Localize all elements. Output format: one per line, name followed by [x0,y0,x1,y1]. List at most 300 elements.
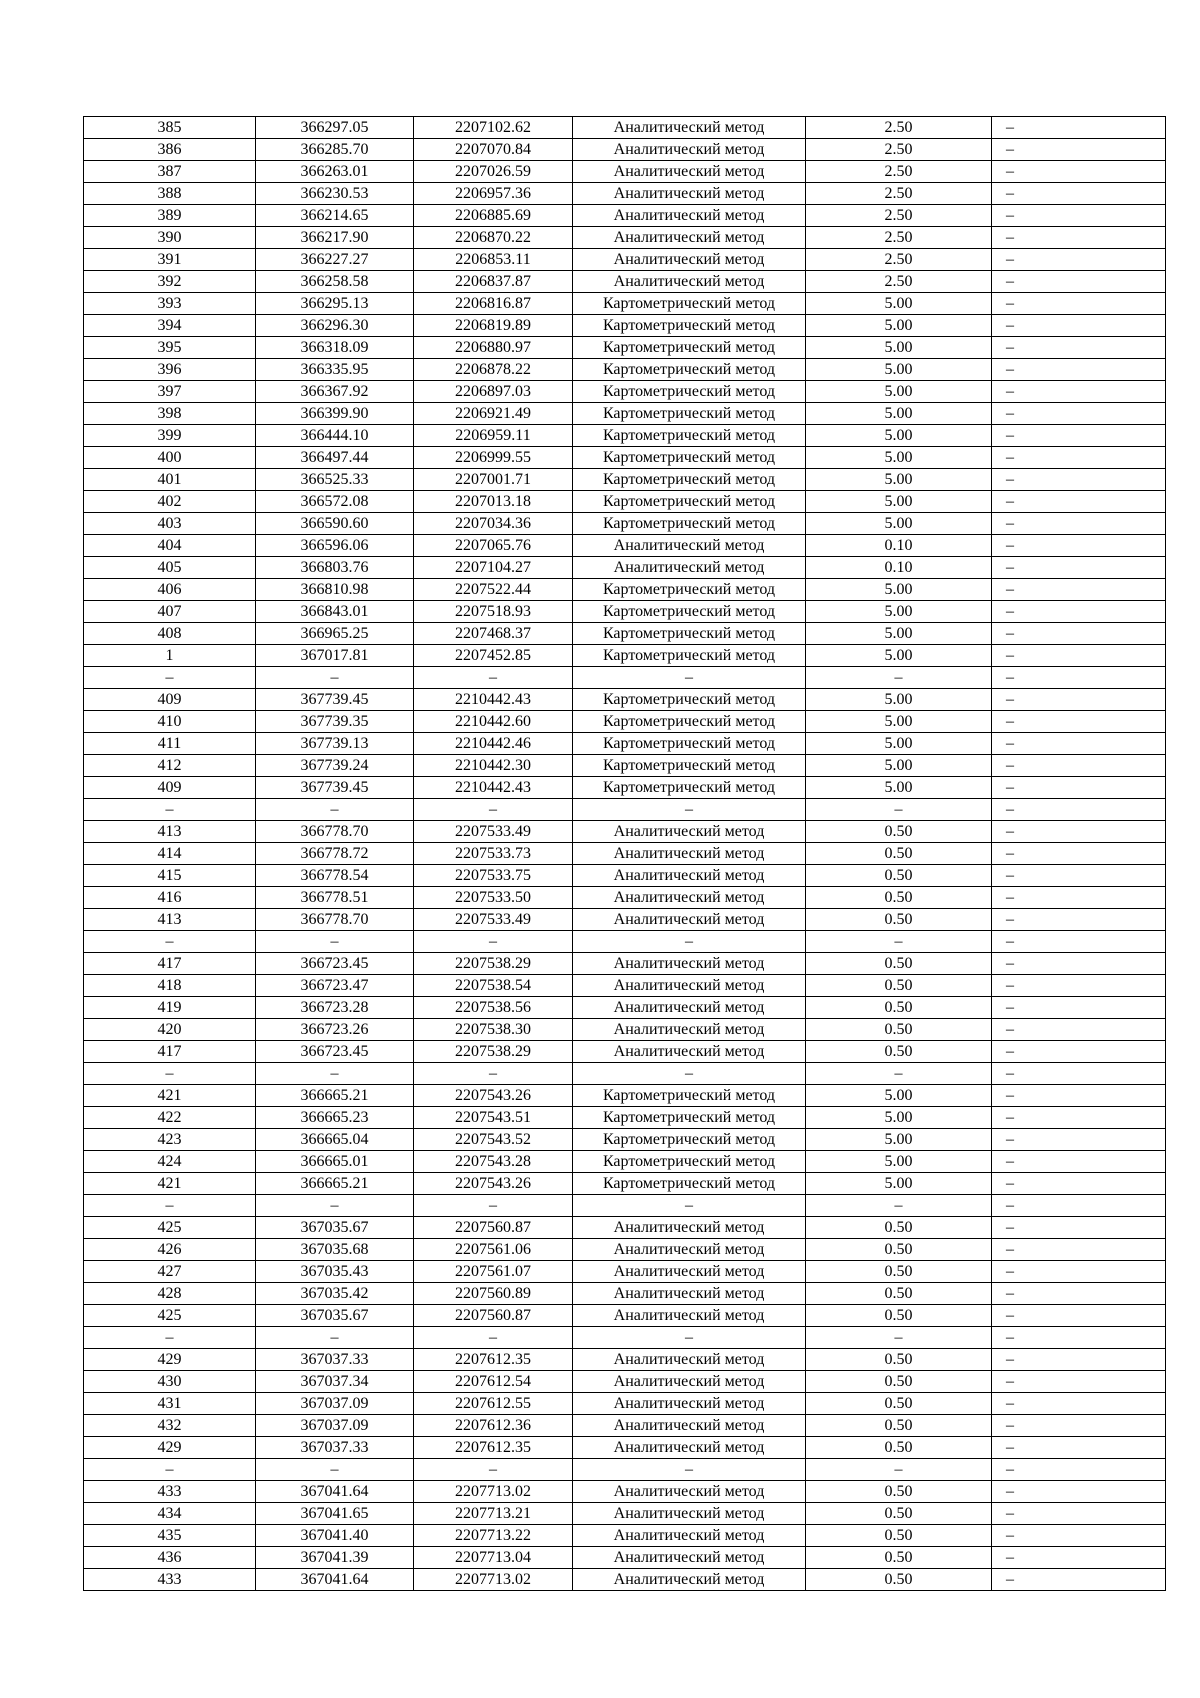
table-row [84,953,1166,975]
x-coordinate-cell: 367035.42 [256,1283,414,1305]
y-coordinate-cell: 2206999.55 [414,447,573,469]
note-cell: – [992,997,1166,1019]
point-number-cell: 424 [84,1151,256,1173]
table-row [84,205,1166,227]
point-number-cell: – [84,799,256,821]
coordinates-table [83,116,1166,1591]
y-coordinate-cell: 2207468.37 [414,623,573,645]
note-cell: – [992,865,1166,887]
y-coordinate-cell: 2207538.54 [414,975,573,997]
point-number-cell: 402 [84,491,256,513]
method-cell: Аналитический метод [573,249,806,271]
accuracy-cell: – [806,667,992,689]
method-cell: – [573,1063,806,1085]
method-cell: Аналитический метод [573,535,806,557]
point-number-cell: 434 [84,1503,256,1525]
y-coordinate-cell: 2210442.43 [414,689,573,711]
point-number-cell: 389 [84,205,256,227]
note-cell: – [992,1261,1166,1283]
method-cell: Аналитический метод [573,975,806,997]
point-number-cell: 406 [84,579,256,601]
method-cell: Аналитический метод [573,1547,806,1569]
x-coordinate-cell: 367035.67 [256,1305,414,1327]
table-row [84,931,1166,953]
accuracy-cell: 5.00 [806,293,992,315]
x-coordinate-cell: 366723.28 [256,997,414,1019]
method-cell: Аналитический метод [573,1393,806,1415]
method-cell: Картометрический метод [573,623,806,645]
x-coordinate-cell: 366525.33 [256,469,414,491]
method-cell: Аналитический метод [573,1239,806,1261]
accuracy-cell: 5.00 [806,601,992,623]
table-row [84,1085,1166,1107]
x-coordinate-cell: 367041.39 [256,1547,414,1569]
point-number-cell: 416 [84,887,256,909]
y-coordinate-cell: 2207560.87 [414,1217,573,1239]
table-row [84,535,1166,557]
note-cell: – [992,1085,1166,1107]
method-cell: Аналитический метод [573,865,806,887]
table-row [84,689,1166,711]
method-cell: Картометрический метод [573,447,806,469]
accuracy-cell: 0.50 [806,1481,992,1503]
accuracy-cell: 0.50 [806,1393,992,1415]
accuracy-cell: 2.50 [806,117,992,139]
table-row [84,821,1166,843]
x-coordinate-cell: – [256,1063,414,1085]
y-coordinate-cell: 2207522.44 [414,579,573,601]
point-number-cell: 405 [84,557,256,579]
accuracy-cell: 5.00 [806,1151,992,1173]
accuracy-cell: 5.00 [806,579,992,601]
point-number-cell: – [84,1195,256,1217]
table-row [84,1481,1166,1503]
table-row [84,1569,1166,1591]
accuracy-cell: 5.00 [806,777,992,799]
accuracy-cell: 0.50 [806,1041,992,1063]
note-cell: – [992,1569,1166,1591]
y-coordinate-cell: 2207561.07 [414,1261,573,1283]
method-cell: Картометрический метод [573,293,806,315]
x-coordinate-cell: 366665.01 [256,1151,414,1173]
y-coordinate-cell: 2207533.75 [414,865,573,887]
table-row [84,1349,1166,1371]
x-coordinate-cell: 367037.33 [256,1349,414,1371]
accuracy-cell: – [806,1195,992,1217]
note-cell: – [992,1327,1166,1349]
point-number-cell: 411 [84,733,256,755]
x-coordinate-cell: 366285.70 [256,139,414,161]
note-cell: – [992,645,1166,667]
y-coordinate-cell: – [414,799,573,821]
table-row [84,1503,1166,1525]
y-coordinate-cell: 2207065.76 [414,535,573,557]
x-coordinate-cell: 366723.47 [256,975,414,997]
x-coordinate-cell: 367739.13 [256,733,414,755]
table-row [84,513,1166,535]
table-row [84,359,1166,381]
method-cell: Картометрический метод [573,381,806,403]
method-cell: Аналитический метод [573,205,806,227]
note-cell: – [992,1173,1166,1195]
table-row [84,139,1166,161]
point-number-cell: 412 [84,755,256,777]
point-number-cell: 394 [84,315,256,337]
table-row [84,997,1166,1019]
y-coordinate-cell: 2210442.60 [414,711,573,733]
y-coordinate-cell: 2206921.49 [414,403,573,425]
accuracy-cell: 0.50 [806,975,992,997]
method-cell: Аналитический метод [573,1415,806,1437]
y-coordinate-cell: 2207612.54 [414,1371,573,1393]
method-cell: Аналитический метод [573,1481,806,1503]
method-cell: Аналитический метод [573,1217,806,1239]
note-cell: – [992,205,1166,227]
method-cell: – [573,931,806,953]
table-row [84,183,1166,205]
x-coordinate-cell: 366723.26 [256,1019,414,1041]
point-number-cell: 429 [84,1437,256,1459]
method-cell: Картометрический метод [573,1085,806,1107]
x-coordinate-cell: 367035.67 [256,1217,414,1239]
method-cell: Аналитический метод [573,271,806,293]
x-coordinate-cell: 366665.21 [256,1085,414,1107]
accuracy-cell: 0.50 [806,1437,992,1459]
x-coordinate-cell: 366263.01 [256,161,414,183]
point-number-cell: 430 [84,1371,256,1393]
x-coordinate-cell: 367037.34 [256,1371,414,1393]
point-number-cell: 431 [84,1393,256,1415]
point-number-cell: 414 [84,843,256,865]
y-coordinate-cell: – [414,931,573,953]
y-coordinate-cell: 2207560.87 [414,1305,573,1327]
table-row [84,1327,1166,1349]
y-coordinate-cell: 2207713.21 [414,1503,573,1525]
method-cell: Аналитический метод [573,909,806,931]
method-cell: Картометрический метод [573,1151,806,1173]
table-row [84,909,1166,931]
table-row [84,1151,1166,1173]
y-coordinate-cell: 2206957.36 [414,183,573,205]
note-cell: – [992,227,1166,249]
accuracy-cell: 5.00 [806,359,992,381]
table-row [84,579,1166,601]
point-number-cell: 386 [84,139,256,161]
method-cell: Картометрический метод [573,359,806,381]
accuracy-cell: 5.00 [806,491,992,513]
note-cell: – [992,381,1166,403]
accuracy-cell: 5.00 [806,1173,992,1195]
point-number-cell: 399 [84,425,256,447]
y-coordinate-cell: 2207013.18 [414,491,573,513]
y-coordinate-cell: 2210442.43 [414,777,573,799]
method-cell: Аналитический метод [573,161,806,183]
accuracy-cell: 0.50 [806,1283,992,1305]
point-number-cell: 428 [84,1283,256,1305]
method-cell: Аналитический метод [573,183,806,205]
method-cell: Картометрический метод [573,469,806,491]
accuracy-cell: 5.00 [806,513,992,535]
y-coordinate-cell: 2207612.55 [414,1393,573,1415]
accuracy-cell: 5.00 [806,733,992,755]
accuracy-cell: – [806,931,992,953]
accuracy-cell: – [806,1459,992,1481]
accuracy-cell: 0.50 [806,1019,992,1041]
point-number-cell: 403 [84,513,256,535]
y-coordinate-cell: – [414,1327,573,1349]
y-coordinate-cell: 2207612.35 [414,1437,573,1459]
point-number-cell: 385 [84,117,256,139]
method-cell: Картометрический метод [573,733,806,755]
note-cell: – [992,799,1166,821]
method-cell: Аналитический метод [573,887,806,909]
point-number-cell: 391 [84,249,256,271]
method-cell: Аналитический метод [573,1569,806,1591]
x-coordinate-cell: 366318.09 [256,337,414,359]
note-cell: – [992,491,1166,513]
y-coordinate-cell: 2207001.71 [414,469,573,491]
table-row [84,975,1166,997]
accuracy-cell: 0.50 [806,1261,992,1283]
point-number-cell: 427 [84,1261,256,1283]
accuracy-cell: 0.50 [806,1415,992,1437]
note-cell: – [992,975,1166,997]
method-cell: Картометрический метод [573,755,806,777]
table-row [84,1393,1166,1415]
y-coordinate-cell: 2207538.29 [414,1041,573,1063]
x-coordinate-cell: 366803.76 [256,557,414,579]
point-number-cell: 419 [84,997,256,1019]
point-number-cell: 426 [84,1239,256,1261]
x-coordinate-cell: 366810.98 [256,579,414,601]
accuracy-cell: 0.50 [806,887,992,909]
table-row [84,843,1166,865]
table-row [84,1173,1166,1195]
table-row [84,1305,1166,1327]
table-row [84,711,1166,733]
note-cell: – [992,1195,1166,1217]
x-coordinate-cell: 367035.43 [256,1261,414,1283]
method-cell: Аналитический метод [573,1019,806,1041]
method-cell: Картометрический метод [573,711,806,733]
note-cell: – [992,909,1166,931]
note-cell: – [992,1107,1166,1129]
y-coordinate-cell: 2207713.22 [414,1525,573,1547]
table-row [84,1129,1166,1151]
method-cell: Аналитический метод [573,1305,806,1327]
accuracy-cell: 0.50 [806,1569,992,1591]
x-coordinate-cell: 367037.09 [256,1415,414,1437]
x-coordinate-cell: 366843.01 [256,601,414,623]
note-cell: – [992,1459,1166,1481]
y-coordinate-cell: 2207518.93 [414,601,573,623]
table-row [84,733,1166,755]
x-coordinate-cell: 366572.08 [256,491,414,513]
method-cell: – [573,1459,806,1481]
table-row [84,1547,1166,1569]
note-cell: – [992,1151,1166,1173]
method-cell: Картометрический метод [573,337,806,359]
point-number-cell: 435 [84,1525,256,1547]
note-cell: – [992,1217,1166,1239]
method-cell: Аналитический метод [573,1283,806,1305]
table-row [84,1415,1166,1437]
table-row [84,447,1166,469]
method-cell: – [573,799,806,821]
point-number-cell: 421 [84,1085,256,1107]
table-row [84,1107,1166,1129]
point-number-cell: 425 [84,1217,256,1239]
table-body [84,117,1166,1591]
note-cell: – [992,1129,1166,1151]
y-coordinate-cell: 2207034.36 [414,513,573,535]
note-cell: – [992,161,1166,183]
y-coordinate-cell: 2206897.03 [414,381,573,403]
accuracy-cell: 5.00 [806,711,992,733]
accuracy-cell: 5.00 [806,403,992,425]
table-row [84,403,1166,425]
table-row [84,1019,1166,1041]
x-coordinate-cell: 366778.70 [256,821,414,843]
x-coordinate-cell: 367041.40 [256,1525,414,1547]
point-number-cell: 420 [84,1019,256,1041]
accuracy-cell: 5.00 [806,1085,992,1107]
x-coordinate-cell: 367739.35 [256,711,414,733]
y-coordinate-cell: 2207543.51 [414,1107,573,1129]
method-cell: Картометрический метод [573,403,806,425]
y-coordinate-cell: 2207713.02 [414,1481,573,1503]
accuracy-cell: 0.50 [806,1217,992,1239]
note-cell: – [992,1063,1166,1085]
y-coordinate-cell: 2206837.87 [414,271,573,293]
method-cell: Аналитический метод [573,1503,806,1525]
method-cell: Аналитический метод [573,1437,806,1459]
point-number-cell: 409 [84,777,256,799]
point-number-cell: 423 [84,1129,256,1151]
note-cell: – [992,315,1166,337]
y-coordinate-cell: 2207543.26 [414,1173,573,1195]
x-coordinate-cell: – [256,667,414,689]
note-cell: – [992,887,1166,909]
table-row [84,1525,1166,1547]
x-coordinate-cell: 366778.70 [256,909,414,931]
y-coordinate-cell: 2206819.89 [414,315,573,337]
method-cell: Картометрический метод [573,315,806,337]
x-coordinate-cell: 366778.72 [256,843,414,865]
x-coordinate-cell: 367739.45 [256,777,414,799]
y-coordinate-cell: 2207713.04 [414,1547,573,1569]
x-coordinate-cell: 366778.54 [256,865,414,887]
point-number-cell: 433 [84,1569,256,1591]
note-cell: – [992,359,1166,381]
table-row [84,755,1166,777]
table-row [84,425,1166,447]
note-cell: – [992,1525,1166,1547]
accuracy-cell: 2.50 [806,183,992,205]
x-coordinate-cell: 367037.33 [256,1437,414,1459]
x-coordinate-cell: 366590.60 [256,513,414,535]
table-row [84,1437,1166,1459]
table-row [84,1239,1166,1261]
table-row [84,777,1166,799]
x-coordinate-cell: 367739.45 [256,689,414,711]
table-row [84,491,1166,513]
method-cell: Картометрический метод [573,777,806,799]
point-number-cell: 397 [84,381,256,403]
method-cell: Аналитический метод [573,843,806,865]
point-number-cell: – [84,931,256,953]
accuracy-cell: 5.00 [806,1107,992,1129]
x-coordinate-cell: – [256,1327,414,1349]
y-coordinate-cell: 2206885.69 [414,205,573,227]
point-number-cell: 421 [84,1173,256,1195]
y-coordinate-cell: 2206870.22 [414,227,573,249]
table-row [84,645,1166,667]
note-cell: – [992,403,1166,425]
method-cell: Аналитический метод [573,557,806,579]
point-number-cell: 388 [84,183,256,205]
x-coordinate-cell: 366230.53 [256,183,414,205]
accuracy-cell: 5.00 [806,447,992,469]
y-coordinate-cell: 2207102.62 [414,117,573,139]
method-cell: Картометрический метод [573,425,806,447]
point-number-cell: – [84,1459,256,1481]
y-coordinate-cell: 2207713.02 [414,1569,573,1591]
note-cell: – [992,249,1166,271]
note-cell: – [992,689,1166,711]
method-cell: Картометрический метод [573,601,806,623]
note-cell: – [992,1305,1166,1327]
accuracy-cell: 5.00 [806,381,992,403]
accuracy-cell: 5.00 [806,689,992,711]
y-coordinate-cell: 2207538.30 [414,1019,573,1041]
note-cell: – [992,1019,1166,1041]
y-coordinate-cell: 2206816.87 [414,293,573,315]
point-number-cell: 433 [84,1481,256,1503]
note-cell: – [992,1349,1166,1371]
note-cell: – [992,843,1166,865]
accuracy-cell: 0.50 [806,843,992,865]
y-coordinate-cell: 2207533.50 [414,887,573,909]
y-coordinate-cell: 2210442.46 [414,733,573,755]
accuracy-cell: – [806,1327,992,1349]
x-coordinate-cell: 366497.44 [256,447,414,469]
method-cell: Картометрический метод [573,1107,806,1129]
method-cell: Аналитический метод [573,821,806,843]
method-cell: Аналитический метод [573,1525,806,1547]
note-cell: – [992,1415,1166,1437]
table-row [84,1261,1166,1283]
method-cell: Картометрический метод [573,513,806,535]
note-cell: – [992,953,1166,975]
point-number-cell: 410 [84,711,256,733]
point-number-cell: 422 [84,1107,256,1129]
note-cell: – [992,601,1166,623]
x-coordinate-cell: 366723.45 [256,953,414,975]
note-cell: – [992,513,1166,535]
x-coordinate-cell: 366367.92 [256,381,414,403]
point-number-cell: – [84,1063,256,1085]
method-cell: – [573,1195,806,1217]
x-coordinate-cell: 366778.51 [256,887,414,909]
x-coordinate-cell: 366665.21 [256,1173,414,1195]
x-coordinate-cell: 366399.90 [256,403,414,425]
point-number-cell: 395 [84,337,256,359]
note-cell: – [992,183,1166,205]
table-row [84,1371,1166,1393]
method-cell: Картометрический метод [573,645,806,667]
note-cell: – [992,711,1166,733]
